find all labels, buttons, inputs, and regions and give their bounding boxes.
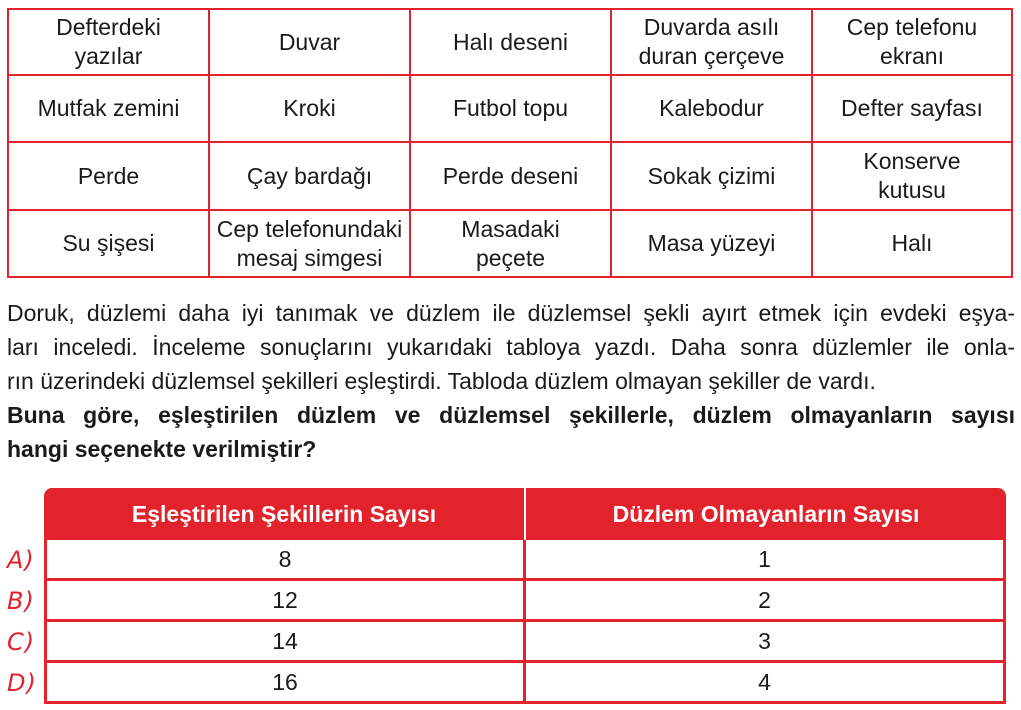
non-plane-value: 4 <box>758 668 771 695</box>
non-plane-value: 3 <box>758 627 771 654</box>
grid-cell: Çay bardağı <box>210 143 411 211</box>
option-row-c[interactable] <box>44 622 1006 663</box>
matched-value: 12 <box>47 581 526 619</box>
answer-table <box>44 488 1006 702</box>
answer-table-body <box>44 540 1006 704</box>
question-line: hangi seçenekte verilmiştir? <box>7 436 317 462</box>
grid-cell: Perde deseni <box>411 143 612 211</box>
option-row-b[interactable] <box>44 581 1006 622</box>
grid-cell: Defterdeki yazılar <box>9 10 210 76</box>
grid-cell: Kalebodur <box>612 76 813 143</box>
grid-cell: Su şişesi <box>9 211 210 276</box>
grid-cell: Halı <box>891 230 933 256</box>
question-line: Buna göre, eşleştirilen düzlem ve düzlemsel şekillerle, düzlem olmayanların sayısı <box>7 402 1015 428</box>
paragraph-line: Doruk, düzlemi daha iyi tanımak ve düzlem ile düzlemsel şekli ayırt etmek için evdeki eşya- <box>7 300 1015 326</box>
option-letter-d[interactable]: D) <box>7 669 37 697</box>
header-matched-count: Eşleştirilen Şekillerin Sayısı <box>44 488 526 540</box>
grid-cell: Halı deseni <box>411 10 612 76</box>
answer-table-header <box>44 488 1006 540</box>
option-letter-a[interactable]: A) <box>7 546 35 574</box>
grid-cell: Perde <box>9 143 210 211</box>
matched-value: 16 <box>47 663 526 701</box>
grid-cell: Kroki <box>210 76 411 143</box>
grid-cell: Masa yüzeyi <box>612 211 813 276</box>
option-row-d[interactable] <box>44 663 1006 704</box>
matched-value: 14 <box>47 622 526 660</box>
items-grid <box>7 8 1013 278</box>
grid-cell: Duvarda asılı duran çerçeve <box>612 10 813 76</box>
grid-cell: Cep telefonundaki mesaj simgesi <box>210 211 411 276</box>
header-non-plane-count: Düzlem Olmayanların Sayısı <box>612 500 920 527</box>
grid-cell: Konserve kutusu <box>813 143 1011 211</box>
option-letter-c[interactable]: C) <box>7 628 36 656</box>
grid-cell: Mutfak zemini <box>9 76 210 143</box>
grid-cell: Defter sayfası <box>813 76 1011 143</box>
paragraph-line: ları inceledi. İnceleme sonuçlarını yukarıdaki tabloya yazdı. Daha sonra düzlemler ile onla- <box>7 334 1015 360</box>
grid-cell: Duvar <box>210 10 411 76</box>
grid-cell: Sokak çizimi <box>612 143 813 211</box>
grid-cell: Masadaki peçete <box>411 211 612 276</box>
option-row-a[interactable] <box>44 540 1006 581</box>
non-plane-value: 1 <box>758 545 771 572</box>
paragraph-line: rın üzerindeki düzlemsel şekilleri eşleştirdi. Tabloda düzlem olmayan şekiller de vardı. <box>7 368 876 394</box>
question-text <box>7 398 1015 466</box>
option-letter-b[interactable]: B) <box>7 587 35 615</box>
problem-paragraph <box>7 296 1015 398</box>
non-plane-value: 2 <box>758 586 771 613</box>
grid-cell: Futbol topu <box>411 76 612 143</box>
grid-cell: Cep telefonu ekranı <box>813 10 1011 76</box>
matched-value: 8 <box>47 540 526 578</box>
